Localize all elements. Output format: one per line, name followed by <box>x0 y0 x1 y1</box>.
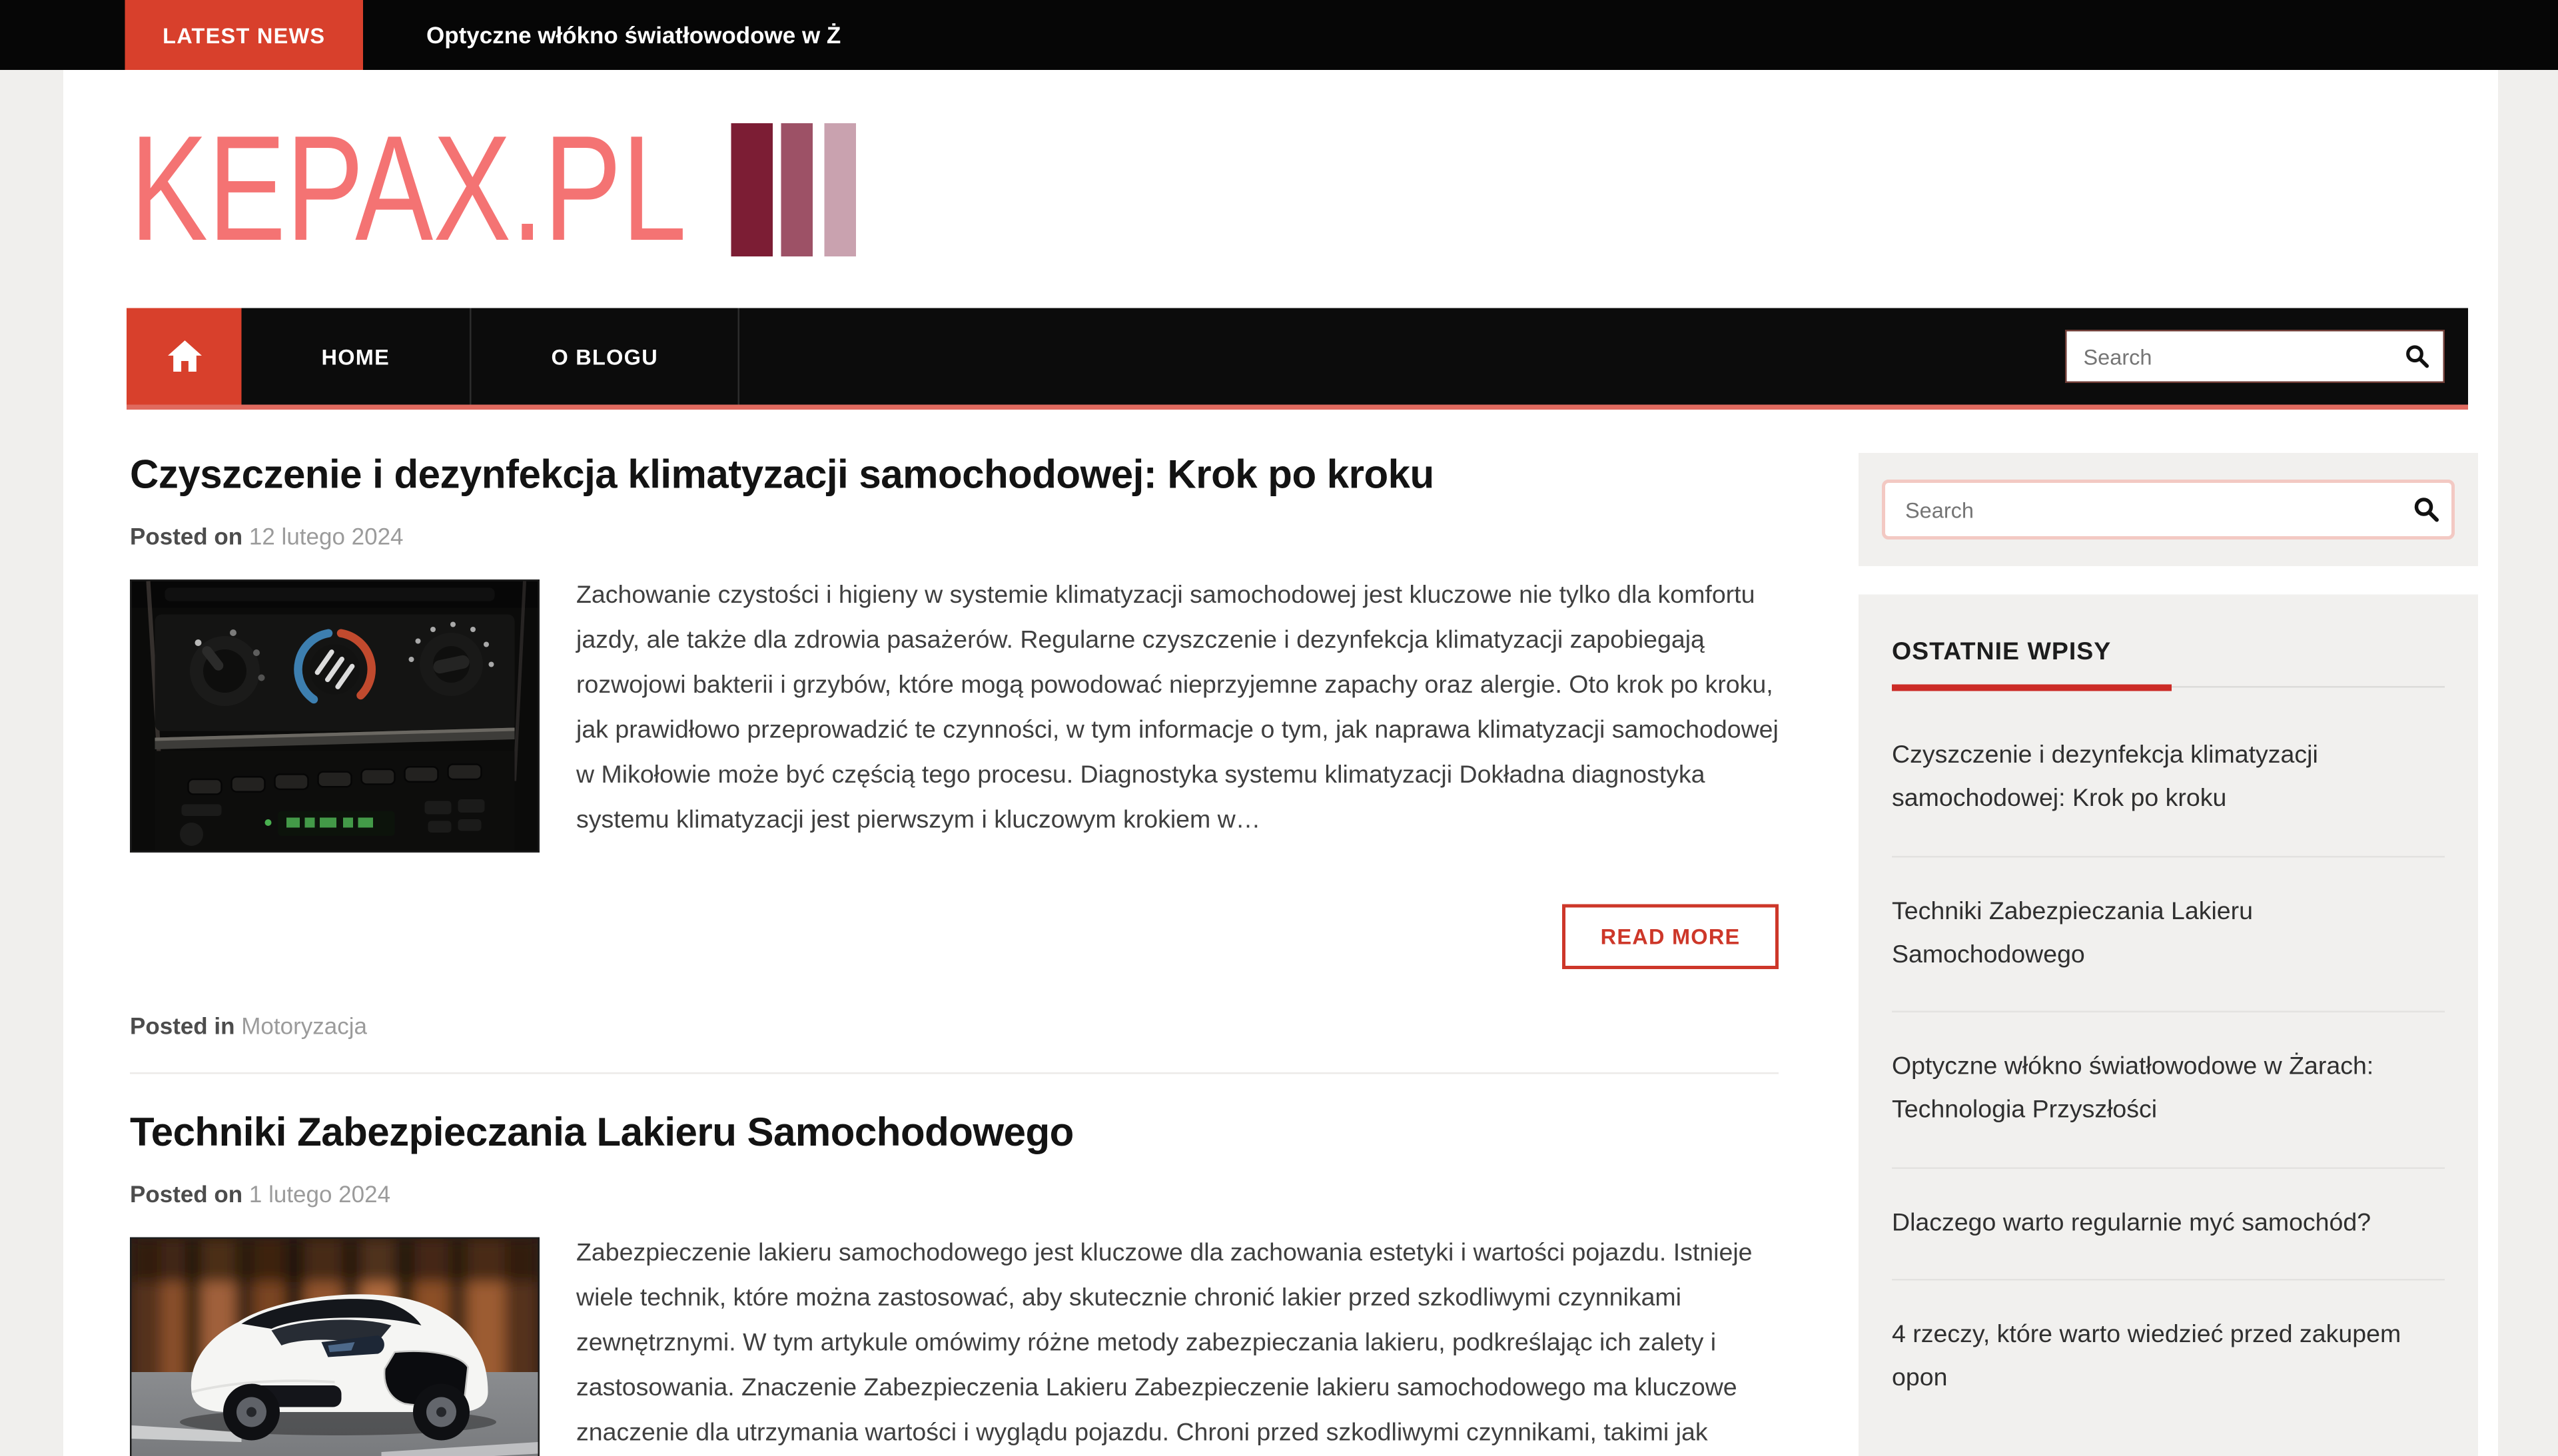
post-article <box>130 453 1779 1039</box>
main-area <box>63 410 2498 1456</box>
nav-item-o-blogu[interactable]: O BLOGU <box>472 308 740 405</box>
posted-in <box>130 1012 1779 1039</box>
home-icon <box>163 335 206 378</box>
posted-on-label: Posted on <box>130 1180 243 1208</box>
site-logo[interactable]: KEPAX.PL <box>130 105 687 272</box>
sidebar-search-input[interactable] <box>1882 480 2455 540</box>
sidebar <box>1859 453 2478 1456</box>
home-icon-button[interactable] <box>127 308 242 405</box>
post-date: 1 lutego 2024 <box>248 1180 391 1208</box>
post-title-link[interactable]: Czyszczenie i dezynfekcja klimatyzacji samochodowej: Krok po kroku <box>130 453 1434 498</box>
list-item <box>1892 1168 2445 1280</box>
posted-on-label: Posted on <box>130 523 243 549</box>
article-thumbnail-white-car[interactable] <box>130 1238 540 1456</box>
nav-item-home[interactable]: HOME <box>242 308 472 405</box>
post-title <box>130 453 1779 500</box>
search-icon[interactable] <box>2405 344 2430 369</box>
post-excerpt: Zabezpieczenie lakieru samochodowego jest kluczowe dla zachowania estetyki i wartości pojazdu. Istnieje wiele technik, które można zastosować, aby skutecznie chronić lakier przed szkodliwymi czynnikami zewnętrznymi. W tym artykule omówimy różne metody zabezpieczania lakieru, podkreślając ich zalety i zastosowania. Znaczenie Zabezpieczenia Lakieru Zabezpieczenie lakieru samochodowego ma kluczowe znaczenie dla utrzymania wartości i wyglądu pojazdu. Chroni przed szkodliwymi czynnikami, takimi jak <box>576 1239 1753 1447</box>
post-excerpt: Zachowanie czystości i higieny w systemie klimatyzacji samochodowej jest kluczowe nie tylko dla komfortu jazdy, ale także dla zdrowia pasażerów. Regularne czyszczenie i dezynfekcja klimatyzacji zapobiegają rozwojowi bakterii i grzybów, które mogą powodować nieprzyjemne zapachy oraz alergie. Oto krok po kroku, jak prawidłowo przeprowadzić te czynności, w tym informacje o tym, jak naprawa klimatyzacji samochodowej w Mikołowie może być częścią tego procesu. Diagnostyka systemu klimatyzacji Dokładna diagnostyka systemu klimatyzacji jest pierwszym i kluczowym krokiem w… <box>576 581 1779 835</box>
post-body <box>130 579 1779 868</box>
list-item <box>1892 701 2445 857</box>
nav-search-input[interactable] <box>2065 330 2445 383</box>
list-item <box>1892 1280 2445 1434</box>
sidebar-search-widget <box>1859 453 2478 566</box>
list-item <box>1892 1012 2445 1168</box>
post-meta <box>130 523 1779 549</box>
article-thumbnail-ac-panel[interactable] <box>130 579 540 853</box>
post-date: 12 lutego 2024 <box>248 523 404 549</box>
post-meta <box>130 1181 1779 1208</box>
nav-search-form <box>2065 330 2445 383</box>
post-body <box>130 1238 1779 1456</box>
content-column <box>130 453 1779 1456</box>
posted-in-label: Posted in <box>130 1012 235 1039</box>
main-nav <box>127 308 2468 410</box>
recent-posts-heading: OSTATNIE WPISY <box>1892 637 2112 666</box>
read-more-button[interactable]: READ MORE <box>1562 905 1779 970</box>
readmore-row <box>130 868 1779 970</box>
list-item <box>1892 857 2445 1012</box>
recent-post-link[interactable]: Optyczne włókno światłowodowe w Żarach: Technologia Przyszłości <box>1892 1052 2374 1125</box>
recent-posts-list <box>1892 701 2445 1435</box>
logo-bars-decoration <box>730 123 855 256</box>
sidebar-search-form <box>1882 480 2455 540</box>
white-car-image <box>132 1239 538 1456</box>
recent-post-link[interactable]: Dlaczego warto regularnie myć samochód? <box>1892 1208 2371 1237</box>
ac-panel-image <box>132 581 538 851</box>
recent-post-link[interactable]: Czyszczenie i dezynfekcja klimatyzacji samochodowej: Krok po kroku <box>1892 741 2318 813</box>
post-title-link[interactable]: Techniki Zabezpieczania Lakieru Samochodowego <box>130 1110 1074 1156</box>
page-container <box>63 70 2498 1456</box>
sidebar-search-icon[interactable] <box>2413 496 2440 523</box>
post-article <box>130 1111 1779 1456</box>
recent-post-link[interactable]: 4 rzeczy, które warto wiedzieć przed zakupem opon <box>1892 1319 2401 1392</box>
site-header <box>63 70 2498 308</box>
nav-spacer <box>739 308 2065 405</box>
recent-posts-widget <box>1859 595 2478 1456</box>
recent-post-link[interactable]: Techniki Zabezpieczania Lakieru Samochodowego <box>1892 897 2253 969</box>
ticker-headline-link[interactable]: Optyczne włókno światłowodowe w Ż <box>426 21 841 49</box>
latest-news-badge: LATEST NEWS <box>125 0 364 70</box>
post-title <box>130 1111 1779 1158</box>
heading-underline <box>1892 686 2445 695</box>
post-divider <box>130 1072 1779 1074</box>
ticker-bar <box>0 0 2558 70</box>
category-link[interactable]: Motoryzacja <box>241 1012 367 1039</box>
